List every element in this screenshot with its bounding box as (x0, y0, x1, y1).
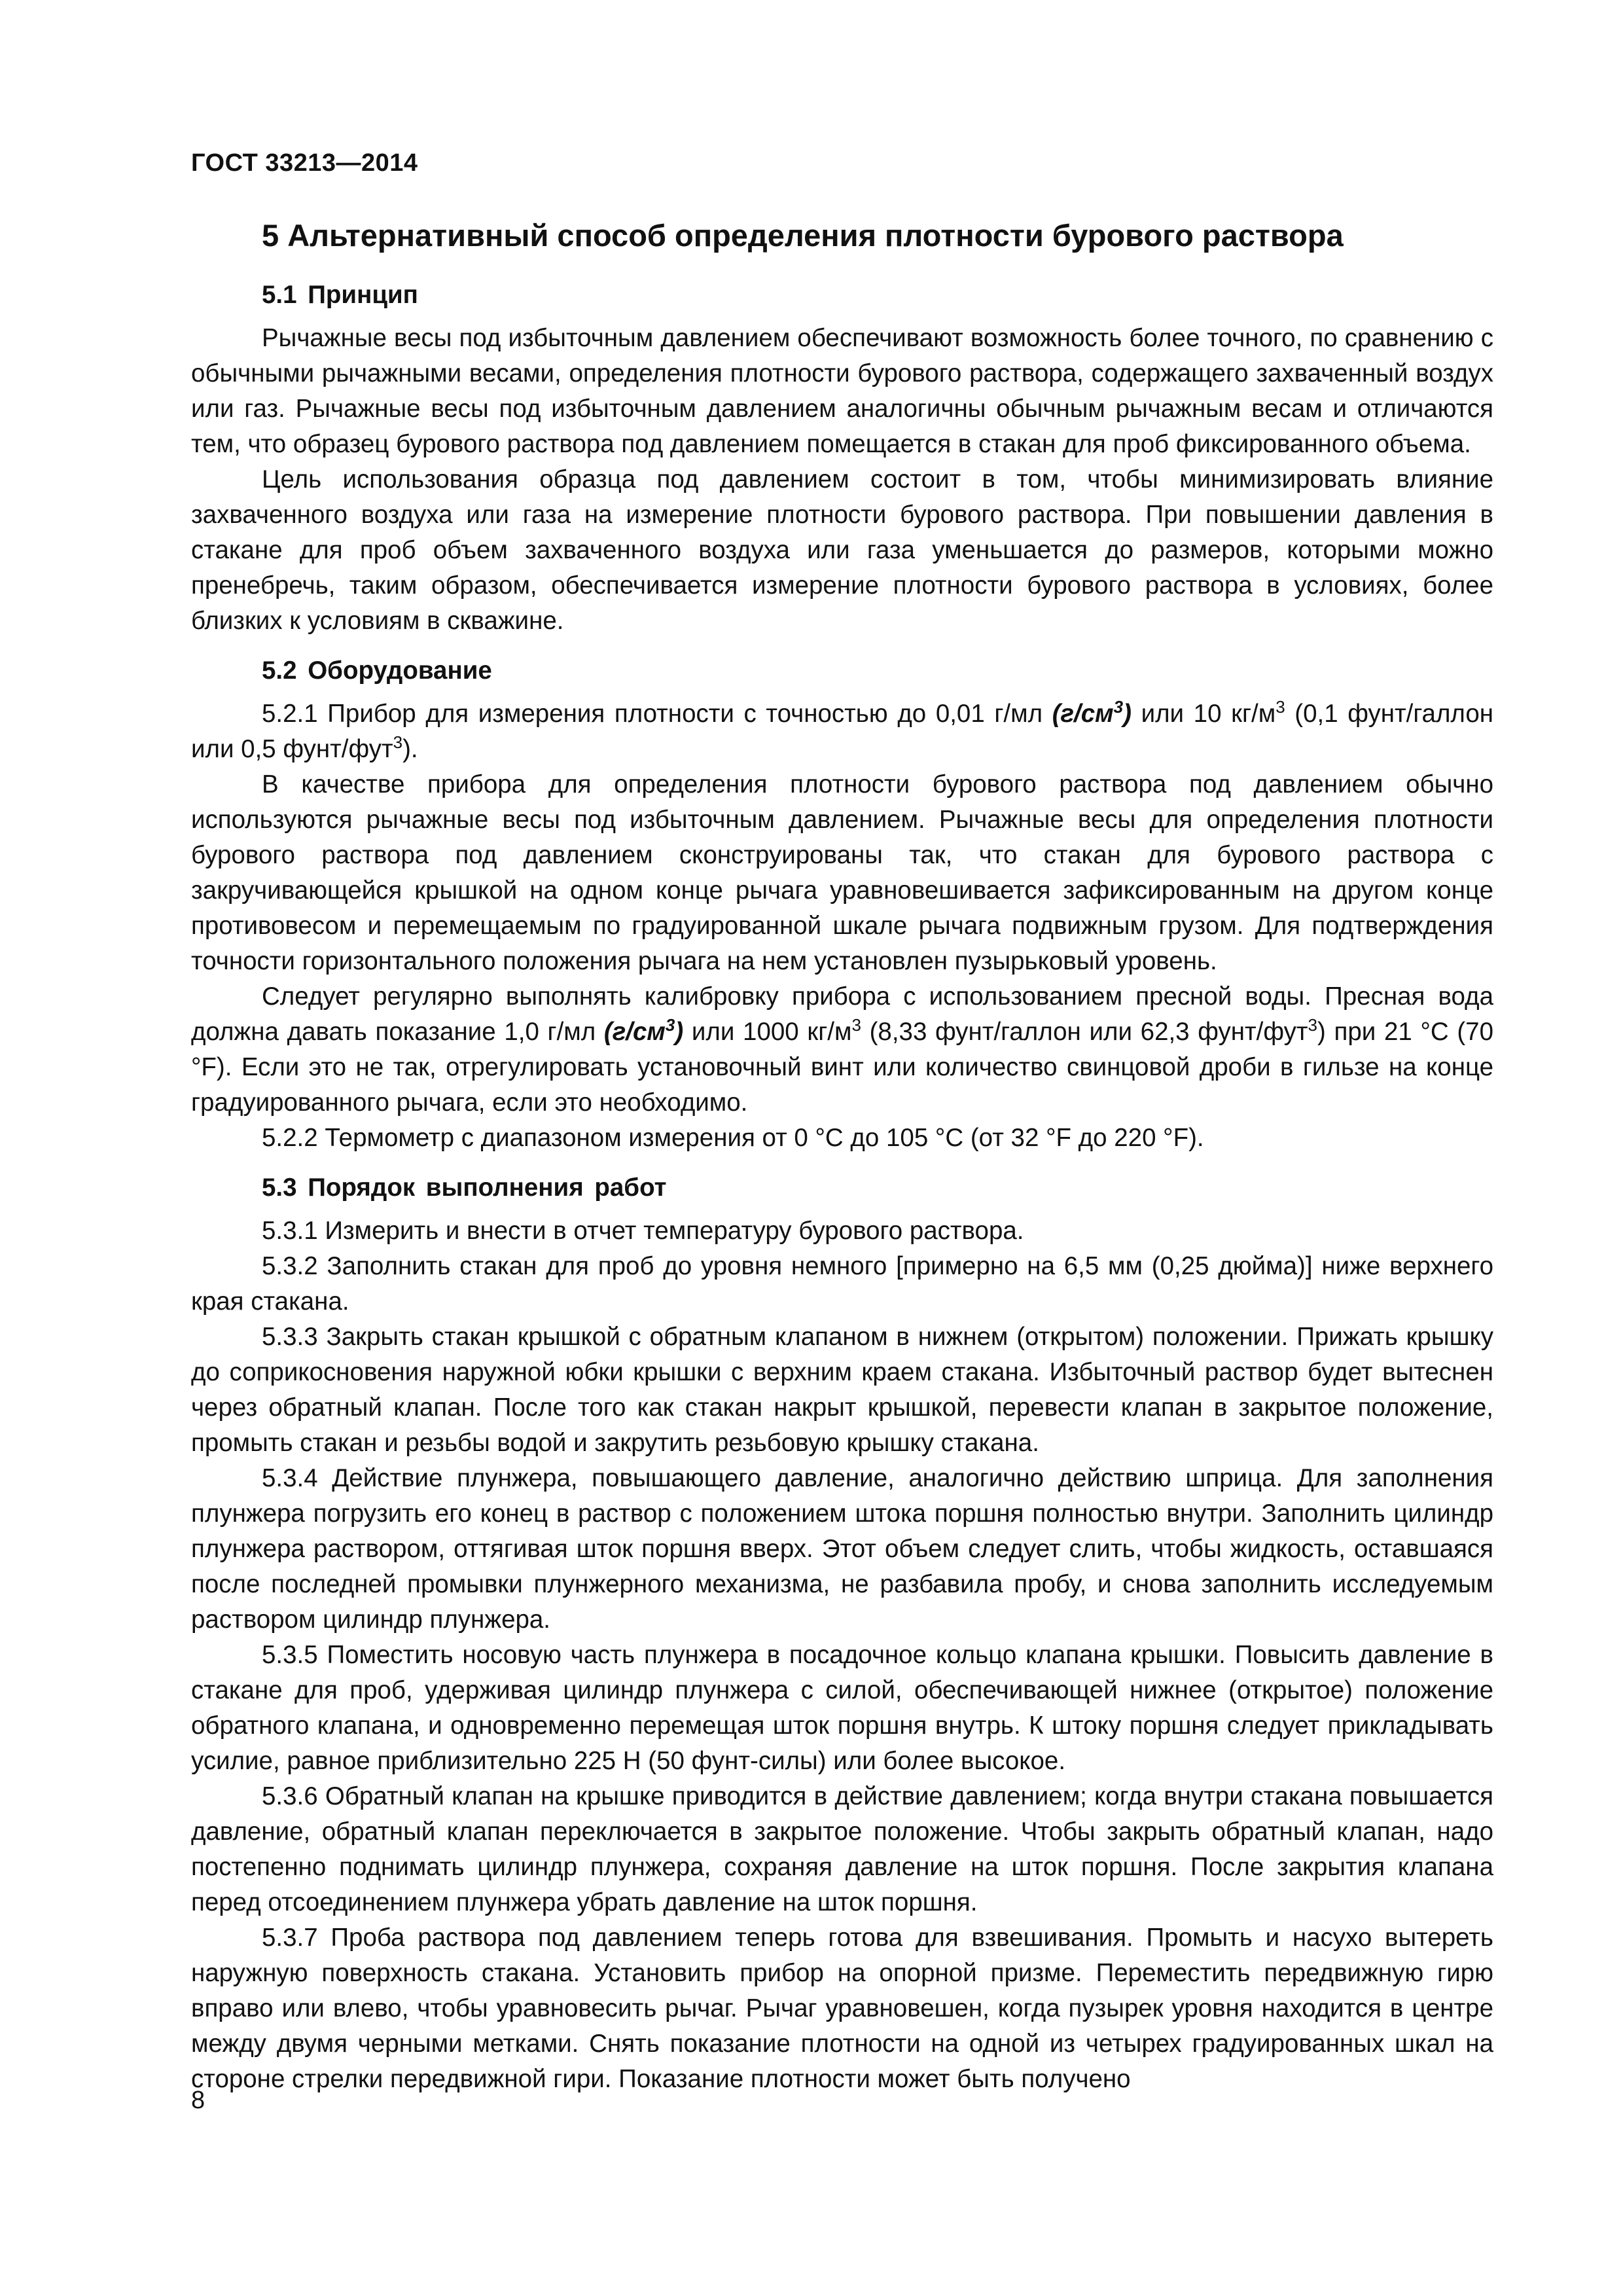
paragraph: В качестве прибора для определения плотности бурового раствора под давлением обычно используются рычажные весы под избыточным давлением. Рычажные весы для определения плотности бурового раствора под давлением сконструированы так, что стакан для бурового раствора с закручивающейся крышкой на одном конце рычага уравновешивается зафиксированным на другом конце противовесом и перемещаемым по градуированной шкале рычага подвижным грузом. Для подтверждения точности горизонтального положения рычага на нем установлен пузырьковый уровень. (191, 770, 1493, 975)
paragraph-calibration: Следует регулярно выполнять калибровку прибора с использованием пресной воды. Пресная вода должна давать показание 1,0 г/мл $(г/см^3)$ или 1000 $кг/м^3$ (8,33 фунт/галлон или 62,3 фунт/фут$^3$) при 21 °С (70 °F). Если это не так, отрегулировать установочный винт или количество свинцовой дроби в гильзе на конце градуированного рычага, если это необходимо. (191, 982, 1493, 1117)
paragraph: 5.3.7 Проба раствора под давлением теперь готова для взвешивания. Промыть и насухо вытереть наружную поверхность стакана. Установить прибор на опорной призме. Переместить передвижную гирю вправо или влево, чтобы уравновесить рычаг. Рычаг уравновешен, когда пузырек уровня находится в центре между двумя черными метками. Снять показание плотности на одной из четырех градуированных шкал на стороне стрелки передвижной гири. Показание плотности может быть получено (191, 1924, 1493, 2093)
subsection-heading-equipment: 5.2 Оборудование (262, 656, 492, 685)
paragraph: Цель использования образца под давлением состоит в том, чтобы минимизировать влияние захваченного воздуха или газа на измерение плотности бурового раствора. При повышении давления в стакане для проб объем захваченного воздуха или газа уменьшается до размеров, которыми можно пренебречь, таким образом, обеспечивается измерение плотности бурового раствора в условиях, более близких к условиям в скважине. (191, 465, 1493, 635)
subsection-heading-procedure: 5.3 Порядок выполнения работ (262, 1174, 667, 1202)
section-title: 5 Альтернативный способ определения плотности бурового раствора (262, 218, 1344, 253)
paragraph: 5.3.4 Действие плунжера, повышающего давление, аналогично действию шприца. Для заполнения плунжера погрузить его конец в раствор с положением штока поршня полностью внутри. Заполнить цилиндр плунжера раствором, оттягивая шток поршня вверх. Этот объем следует слить, чтобы жидкость, оставшаяся после последней промывки плунжерного механизма, не разбавила пробу, и снова заполнить исследуемым раствором цилиндр плунжера. (191, 1464, 1493, 1634)
paragraph: 5.3.6 Обратный клапан на крышке приводится в действие давлением; когда внутри стакана повышается давление, обратный клапан переключается в закрытое положение. Чтобы закрыть обратный клапан, надо постепенно поднимать цилиндр плунжера, сохраняя давление на шток поршня. После закрытия клапана перед отсоединением плунжера убрать давление на шток поршня. (191, 1782, 1493, 1916)
document-body (191, 216, 1493, 2097)
paragraph: Рычажные весы под избыточным давлением обеспечивают возможность более точного, по сравнению с обычными рычажными весами, определения плотности бурового раствора, содержащего захваченный воздух или газ. Рычажные весы под избыточным давлением аналогичны обычным рычажным весам и отличаются тем, что образец бурового раствора под давлением помещается в стакан для проб фиксированного объема. (191, 324, 1493, 458)
paragraph-5-2-1: 5.2.1 Прибор для измерения плотности с точностью до 0,01 г/мл $(г/см^3)$ или 10 $кг/м^3$ (0,1 фунт/галлон или 0,5 фунт/фут$^3$). (191, 697, 1493, 763)
paragraph: 5.2.2 Термометр с диапазоном измерения от 0 °С до 105 °С (от 32 °F до 220 °F). (262, 1124, 1204, 1152)
subsection-heading-principle: 5.1 Принцип (262, 281, 418, 309)
page-number: 8 (191, 2087, 205, 2114)
document-code-header: ГОСТ 33213—2014 (191, 149, 418, 177)
paragraph: 5.3.2 Заполнить стакан для проб до уровня немного [примерно на 6,5 мм (0,25 дюйма)] ниже верхнего края стакана. (191, 1252, 1493, 1316)
paragraph: 5.3.3 Закрыть стакан крышкой с обратным клапаном в нижнем (открытом) положении. Прижать крышку до соприкосновения наружной юбки крышки с верхним краем стакана. Избыточный раствор будет вытеснен через обратный клапан. После того как стакан накрыт крышкой, перевести клапан в закрытое положение, промыть стакан и резьбы водой и закрутить резьбовую крышку стакана. (191, 1323, 1493, 1457)
paragraph: 5.3.1 Измерить и внести в отчет температуру бурового раствора. (262, 1217, 1024, 1245)
paragraph: 5.3.5 Поместить носовую часть плунжера в посадочное кольцо клапана крышки. Повысить давление в стакане для проб, удерживая цилиндр плунжера с силой, обеспечивающей нижнее (открытое) положение обратного клапана, и одновременно перемещая шток поршня внутрь. К штоку поршня следует прикладывать усилие, равное приблизительно 225 Н (50 фунт-силы) или более высокое. (191, 1641, 1493, 1775)
